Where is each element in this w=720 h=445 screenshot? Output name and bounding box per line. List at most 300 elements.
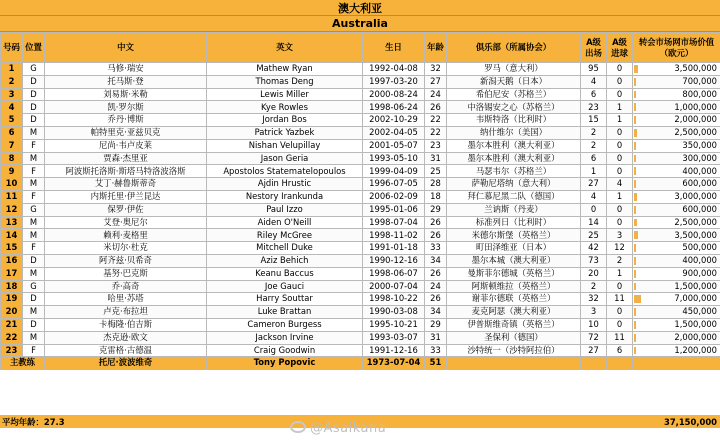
player-caps: 20 bbox=[581, 267, 607, 280]
watermark bbox=[290, 421, 386, 436]
player-name-cn: 乔·高奇 bbox=[45, 280, 207, 293]
player-market-value bbox=[633, 75, 720, 88]
table-row bbox=[1, 331, 720, 344]
table-row bbox=[1, 88, 720, 101]
table-row bbox=[1, 267, 720, 280]
player-name-en: Jason Geria bbox=[207, 152, 363, 165]
player-club: 圣保利（德国） bbox=[447, 331, 581, 344]
player-caps: 0 bbox=[581, 203, 607, 216]
player-goals: 1 bbox=[607, 114, 633, 127]
player-market-value-text: 300,000 bbox=[682, 152, 717, 163]
player-dob: 1991-01-18 bbox=[363, 242, 425, 255]
player-club: 米德尔斯堡（英格兰） bbox=[447, 229, 581, 242]
player-club: 町田泽维亚（日本） bbox=[447, 242, 581, 255]
player-market-value bbox=[633, 344, 720, 357]
player-market-value bbox=[633, 280, 720, 293]
player-position: G bbox=[23, 203, 45, 216]
player-number: 20 bbox=[1, 306, 23, 319]
player-age: 26 bbox=[425, 267, 447, 280]
player-goals: 11 bbox=[607, 293, 633, 306]
player-number: 12 bbox=[1, 203, 23, 216]
player-dob: 1991-12-16 bbox=[363, 344, 425, 357]
player-number: 18 bbox=[1, 280, 23, 293]
player-market-value bbox=[633, 126, 720, 139]
player-name-cn: 托马斯·登 bbox=[45, 75, 207, 88]
header-dob: 生日 bbox=[363, 33, 425, 63]
table-row bbox=[1, 190, 720, 203]
player-age: 22 bbox=[425, 114, 447, 127]
table-row bbox=[1, 152, 720, 165]
player-market-value bbox=[633, 306, 720, 319]
player-goals: 0 bbox=[607, 216, 633, 229]
player-number: 4 bbox=[1, 101, 23, 114]
player-number: 23 bbox=[1, 344, 23, 357]
header-club: 俱乐部（所属协会） bbox=[447, 33, 581, 63]
player-goals: 11 bbox=[607, 331, 633, 344]
coach-value bbox=[633, 357, 720, 370]
player-position: D bbox=[23, 114, 45, 127]
player-name-cn: 凯·罗尔斯 bbox=[45, 101, 207, 114]
player-club: 拜仁慕尼黑二队（德国） bbox=[447, 190, 581, 203]
value-bar bbox=[634, 65, 638, 73]
player-age: 32 bbox=[425, 63, 447, 76]
player-position: D bbox=[23, 88, 45, 101]
player-number: 15 bbox=[1, 242, 23, 255]
player-name-cn: 刘易斯·米勒 bbox=[45, 88, 207, 101]
player-caps: 2 bbox=[581, 139, 607, 152]
player-club: 新潟天鹅（日本） bbox=[447, 75, 581, 88]
table-row bbox=[1, 216, 720, 229]
table-row bbox=[1, 63, 720, 76]
player-age: 28 bbox=[425, 178, 447, 191]
player-name-en: Patrick Yazbek bbox=[207, 126, 363, 139]
player-market-value-text: 2,000,000 bbox=[674, 331, 717, 342]
player-name-en: Harry Souttar bbox=[207, 293, 363, 306]
player-market-value bbox=[633, 229, 720, 242]
player-age: 23 bbox=[425, 139, 447, 152]
player-club: 墨尔本胜利（澳大利亚） bbox=[447, 139, 581, 152]
player-name-cn: 哈里·苏塔 bbox=[45, 293, 207, 306]
coach-club bbox=[447, 357, 581, 370]
player-name-en: Apostolos Statematelopoulos bbox=[207, 165, 363, 178]
player-caps: 2 bbox=[581, 280, 607, 293]
player-number: 22 bbox=[1, 331, 23, 344]
player-name-en: Keanu Baccus bbox=[207, 267, 363, 280]
player-number: 14 bbox=[1, 229, 23, 242]
player-name-cn: 赖利·麦格里 bbox=[45, 229, 207, 242]
player-number: 21 bbox=[1, 318, 23, 331]
coach-row bbox=[1, 357, 720, 370]
player-number: 13 bbox=[1, 216, 23, 229]
player-name-cn: 卡梅隆·伯吉斯 bbox=[45, 318, 207, 331]
table-row bbox=[1, 139, 720, 152]
player-caps: 1 bbox=[581, 165, 607, 178]
player-number: 5 bbox=[1, 114, 23, 127]
player-position: M bbox=[23, 178, 45, 191]
player-age: 33 bbox=[425, 242, 447, 255]
player-number: 6 bbox=[1, 126, 23, 139]
player-market-value-text: 600,000 bbox=[682, 178, 717, 189]
player-club: 墨尔本城（澳大利亚） bbox=[447, 254, 581, 267]
value-bar bbox=[634, 219, 637, 227]
value-bar bbox=[634, 270, 636, 278]
player-goals: 0 bbox=[607, 306, 633, 319]
player-number: 19 bbox=[1, 293, 23, 306]
header-num: 号码 bbox=[1, 33, 23, 63]
player-position: F bbox=[23, 139, 45, 152]
player-club: 麦克阿瑟（澳大利亚） bbox=[447, 306, 581, 319]
player-dob: 1995-10-21 bbox=[363, 318, 425, 331]
coach-label: 主教练 bbox=[1, 357, 45, 370]
player-market-value bbox=[633, 331, 720, 344]
player-caps: 27 bbox=[581, 344, 607, 357]
player-goals: 0 bbox=[607, 75, 633, 88]
player-name-cn: 内斯托里·伊兰昆达 bbox=[45, 190, 207, 203]
player-market-value-text: 700,000 bbox=[682, 75, 717, 86]
value-bar bbox=[634, 231, 638, 239]
table-row bbox=[1, 280, 720, 293]
player-club: 墨尔本胜利（澳大利亚） bbox=[447, 152, 581, 165]
player-dob: 1995-01-06 bbox=[363, 203, 425, 216]
player-age: 29 bbox=[425, 203, 447, 216]
player-goals: 0 bbox=[607, 318, 633, 331]
player-name-en: Riley McGree bbox=[207, 229, 363, 242]
player-market-value-text: 2,500,000 bbox=[674, 127, 717, 138]
coach-goals bbox=[607, 357, 633, 370]
sheet-subtitle: Australia bbox=[0, 16, 720, 32]
player-market-value bbox=[633, 203, 720, 216]
value-bar bbox=[634, 167, 636, 175]
player-name-en: Craig Goodwin bbox=[207, 344, 363, 357]
player-position: F bbox=[23, 165, 45, 178]
player-caps: 32 bbox=[581, 293, 607, 306]
player-market-value bbox=[633, 152, 720, 165]
player-name-cn: 克雷格·古德温 bbox=[45, 344, 207, 357]
table-row bbox=[1, 203, 720, 216]
player-age: 34 bbox=[425, 306, 447, 319]
player-goals: 6 bbox=[607, 344, 633, 357]
value-bar bbox=[634, 206, 636, 214]
player-caps: 2 bbox=[581, 126, 607, 139]
value-bar bbox=[634, 283, 636, 291]
player-name-en: Kye Rowles bbox=[207, 101, 363, 114]
player-dob: 1998-06-07 bbox=[363, 267, 425, 280]
player-market-value bbox=[633, 63, 720, 76]
player-position: D bbox=[23, 293, 45, 306]
player-goals: 0 bbox=[607, 88, 633, 101]
value-bar bbox=[634, 155, 636, 163]
player-goals: 0 bbox=[607, 126, 633, 139]
table-row bbox=[1, 293, 720, 306]
player-market-value-text: 1,200,000 bbox=[674, 344, 717, 355]
player-name-en: Nestory Irankunda bbox=[207, 190, 363, 203]
player-market-value bbox=[633, 242, 720, 255]
player-number: 17 bbox=[1, 267, 23, 280]
player-goals: 1 bbox=[607, 190, 633, 203]
player-dob: 1990-03-08 bbox=[363, 306, 425, 319]
player-market-value-text: 800,000 bbox=[682, 88, 717, 99]
player-position: F bbox=[23, 190, 45, 203]
player-age: 18 bbox=[425, 190, 447, 203]
header-pos: 位置 bbox=[23, 33, 45, 63]
player-name-cn: 杰克逊·欧文 bbox=[45, 331, 207, 344]
player-caps: 6 bbox=[581, 88, 607, 101]
header-age: 年龄 bbox=[425, 33, 447, 63]
player-name-cn: 阿齐兹·贝希奇 bbox=[45, 254, 207, 267]
player-number: 7 bbox=[1, 139, 23, 152]
table-row bbox=[1, 254, 720, 267]
coach-dob: 1973-07-04 bbox=[363, 357, 425, 370]
header-cn: 中文 bbox=[45, 33, 207, 63]
player-position: M bbox=[23, 306, 45, 319]
player-dob: 1998-10-22 bbox=[363, 293, 425, 306]
player-market-value-text: 1,000,000 bbox=[674, 101, 717, 112]
player-caps: 14 bbox=[581, 216, 607, 229]
player-name-en: Paul Izzo bbox=[207, 203, 363, 216]
player-goals: 1 bbox=[607, 267, 633, 280]
player-number: 3 bbox=[1, 88, 23, 101]
player-position: D bbox=[23, 254, 45, 267]
player-dob: 1998-07-04 bbox=[363, 216, 425, 229]
player-goals: 12 bbox=[607, 242, 633, 255]
player-name-en: Cameron Burgess bbox=[207, 318, 363, 331]
player-age: 27 bbox=[425, 75, 447, 88]
player-caps: 15 bbox=[581, 114, 607, 127]
player-number: 2 bbox=[1, 75, 23, 88]
player-club: 萨勒尼塔纳（意大利） bbox=[447, 178, 581, 191]
player-age: 33 bbox=[425, 344, 447, 357]
player-market-value bbox=[633, 318, 720, 331]
table-row bbox=[1, 306, 720, 319]
roster-table bbox=[0, 32, 720, 370]
table-row bbox=[1, 318, 720, 331]
table-row bbox=[1, 178, 720, 191]
player-number: 9 bbox=[1, 165, 23, 178]
player-club: 罗马（意大利） bbox=[447, 63, 581, 76]
player-market-value bbox=[633, 293, 720, 306]
player-position: D bbox=[23, 318, 45, 331]
player-dob: 1992-04-08 bbox=[363, 63, 425, 76]
player-market-value-text: 3,500,000 bbox=[674, 229, 717, 240]
header-en: 英文 bbox=[207, 33, 363, 63]
player-caps: 72 bbox=[581, 331, 607, 344]
player-club: 沙特统一（沙特阿拉伯） bbox=[447, 344, 581, 357]
value-bar bbox=[634, 193, 637, 201]
header-row bbox=[1, 33, 720, 63]
player-caps: 4 bbox=[581, 75, 607, 88]
player-club: 希伯尼安（苏格兰） bbox=[447, 88, 581, 101]
value-bar bbox=[634, 142, 636, 150]
value-bar bbox=[634, 308, 636, 316]
player-name-en: Aiden O'Neill bbox=[207, 216, 363, 229]
value-bar bbox=[634, 334, 636, 342]
player-name-cn: 卢克·布拉坦 bbox=[45, 306, 207, 319]
player-position: D bbox=[23, 101, 45, 114]
player-number: 8 bbox=[1, 152, 23, 165]
player-number: 10 bbox=[1, 178, 23, 191]
player-market-value-text: 3,500,000 bbox=[674, 63, 717, 74]
player-age: 31 bbox=[425, 152, 447, 165]
player-goals: 2 bbox=[607, 254, 633, 267]
coach-caps bbox=[581, 357, 607, 370]
player-market-value-text: 3,000,000 bbox=[674, 191, 717, 202]
player-dob: 1990-12-16 bbox=[363, 254, 425, 267]
player-market-value-text: 2,000,000 bbox=[674, 114, 717, 125]
player-market-value-text: 7,000,000 bbox=[674, 293, 717, 304]
player-market-value-text: 2,500,000 bbox=[674, 216, 717, 227]
player-market-value bbox=[633, 139, 720, 152]
player-market-value bbox=[633, 165, 720, 178]
player-name-cn: 贾森·杰里亚 bbox=[45, 152, 207, 165]
player-caps: 27 bbox=[581, 178, 607, 191]
sheet-title: 澳大利亚 bbox=[0, 0, 720, 16]
player-goals: 0 bbox=[607, 165, 633, 178]
player-age: 34 bbox=[425, 254, 447, 267]
player-dob: 1997-03-20 bbox=[363, 75, 425, 88]
weibo-icon bbox=[290, 421, 306, 433]
table-row bbox=[1, 126, 720, 139]
player-name-cn: 帕特里克·亚兹贝克 bbox=[45, 126, 207, 139]
coach-en: Tony Popovic bbox=[207, 357, 363, 370]
player-age: 31 bbox=[425, 331, 447, 344]
player-position: G bbox=[23, 280, 45, 293]
player-club: 阿斯顿维拉（英格兰） bbox=[447, 280, 581, 293]
player-age: 22 bbox=[425, 126, 447, 139]
player-goals: 0 bbox=[607, 280, 633, 293]
player-club: 谢菲尔德联（英格兰） bbox=[447, 293, 581, 306]
player-market-value-text: 900,000 bbox=[682, 267, 717, 278]
average-age: 平均年龄：27.3 bbox=[2, 417, 65, 427]
player-club: 标准列日（比利时） bbox=[447, 216, 581, 229]
player-market-value bbox=[633, 88, 720, 101]
player-name-en: Luke Brattan bbox=[207, 306, 363, 319]
player-dob: 2006-02-09 bbox=[363, 190, 425, 203]
player-name-cn: 阿波斯托洛斯·斯塔马特洛波洛斯 bbox=[45, 165, 207, 178]
player-goals: 0 bbox=[607, 152, 633, 165]
player-market-value-text: 450,000 bbox=[682, 306, 717, 317]
player-dob: 2000-08-24 bbox=[363, 88, 425, 101]
player-market-value bbox=[633, 190, 720, 203]
player-goals: 0 bbox=[607, 203, 633, 216]
player-age: 24 bbox=[425, 280, 447, 293]
player-caps: 3 bbox=[581, 306, 607, 319]
player-age: 24 bbox=[425, 88, 447, 101]
player-dob: 1993-05-10 bbox=[363, 152, 425, 165]
player-goals: 0 bbox=[607, 63, 633, 76]
player-dob: 2001-05-07 bbox=[363, 139, 425, 152]
player-dob: 1998-06-24 bbox=[363, 101, 425, 114]
player-market-value bbox=[633, 178, 720, 191]
player-club: 中洛锡安之心（苏格兰） bbox=[447, 101, 581, 114]
player-market-value bbox=[633, 267, 720, 280]
player-position: M bbox=[23, 216, 45, 229]
player-position: M bbox=[23, 267, 45, 280]
table-row bbox=[1, 75, 720, 88]
player-name-en: Nishan Velupillay bbox=[207, 139, 363, 152]
player-club: 曼斯菲尔德城（英格兰） bbox=[447, 267, 581, 280]
player-position: M bbox=[23, 152, 45, 165]
player-age: 26 bbox=[425, 216, 447, 229]
player-market-value bbox=[633, 101, 720, 114]
table-row bbox=[1, 114, 720, 127]
player-name-cn: 保罗·伊佐 bbox=[45, 203, 207, 216]
player-position: M bbox=[23, 229, 45, 242]
player-dob: 1999-04-09 bbox=[363, 165, 425, 178]
player-name-cn: 艾登·奥尼尔 bbox=[45, 216, 207, 229]
player-name-cn: 基努·巴克斯 bbox=[45, 267, 207, 280]
total-market-value: 37,150,000 bbox=[664, 417, 717, 427]
player-caps: 23 bbox=[581, 101, 607, 114]
player-age: 26 bbox=[425, 293, 447, 306]
player-position: D bbox=[23, 75, 45, 88]
player-age: 26 bbox=[425, 101, 447, 114]
player-name-en: Jackson Irvine bbox=[207, 331, 363, 344]
player-name-en: Joe Gauci bbox=[207, 280, 363, 293]
player-name-en: Ajdin Hrustic bbox=[207, 178, 363, 191]
player-club: 兰讷斯（丹麦） bbox=[447, 203, 581, 216]
player-dob: 2002-04-05 bbox=[363, 126, 425, 139]
player-dob: 2002-10-29 bbox=[363, 114, 425, 127]
player-number: 16 bbox=[1, 254, 23, 267]
value-bar bbox=[634, 103, 636, 111]
player-name-en: Aziz Behich bbox=[207, 254, 363, 267]
player-name-cn: 马修·瑞安 bbox=[45, 63, 207, 76]
player-age: 26 bbox=[425, 229, 447, 242]
player-market-value bbox=[633, 216, 720, 229]
value-bar bbox=[634, 295, 641, 303]
player-age: 25 bbox=[425, 165, 447, 178]
player-position: F bbox=[23, 344, 45, 357]
player-position: M bbox=[23, 126, 45, 139]
player-name-cn: 尼尚·韦卢皮莱 bbox=[45, 139, 207, 152]
player-caps: 25 bbox=[581, 229, 607, 242]
player-club: 纳什维尔（美国） bbox=[447, 126, 581, 139]
player-goals: 3 bbox=[607, 229, 633, 242]
player-caps: 95 bbox=[581, 63, 607, 76]
player-position: M bbox=[23, 331, 45, 344]
player-name-cn: 艾丁·赫鲁斯蒂奇 bbox=[45, 178, 207, 191]
player-caps: 4 bbox=[581, 190, 607, 203]
player-caps: 42 bbox=[581, 242, 607, 255]
player-caps: 73 bbox=[581, 254, 607, 267]
value-bar bbox=[634, 244, 636, 252]
player-goals: 4 bbox=[607, 178, 633, 191]
coach-age: 51 bbox=[425, 357, 447, 370]
player-name-en: Thomas Deng bbox=[207, 75, 363, 88]
player-club: 伊普斯维奇镇（英格兰） bbox=[447, 318, 581, 331]
player-name-cn: 米切尔·杜克 bbox=[45, 242, 207, 255]
player-market-value bbox=[633, 254, 720, 267]
value-bar bbox=[634, 116, 636, 124]
player-market-value-text: 600,000 bbox=[682, 203, 717, 214]
player-market-value bbox=[633, 114, 720, 127]
player-market-value-text: 1,500,000 bbox=[674, 319, 717, 330]
player-name-en: Mitchell Duke bbox=[207, 242, 363, 255]
player-number: 11 bbox=[1, 190, 23, 203]
player-caps: 10 bbox=[581, 318, 607, 331]
player-position: F bbox=[23, 242, 45, 255]
player-market-value-text: 500,000 bbox=[682, 242, 717, 253]
player-name-en: Lewis Miller bbox=[207, 88, 363, 101]
roster-body bbox=[1, 63, 720, 370]
player-market-value-text: 400,000 bbox=[682, 165, 717, 176]
player-name-en: Mathew Ryan bbox=[207, 63, 363, 76]
value-bar bbox=[634, 180, 636, 188]
table-row bbox=[1, 229, 720, 242]
table-row bbox=[1, 242, 720, 255]
header-goals: A级进球 bbox=[607, 33, 633, 63]
player-dob: 1998-11-02 bbox=[363, 229, 425, 242]
